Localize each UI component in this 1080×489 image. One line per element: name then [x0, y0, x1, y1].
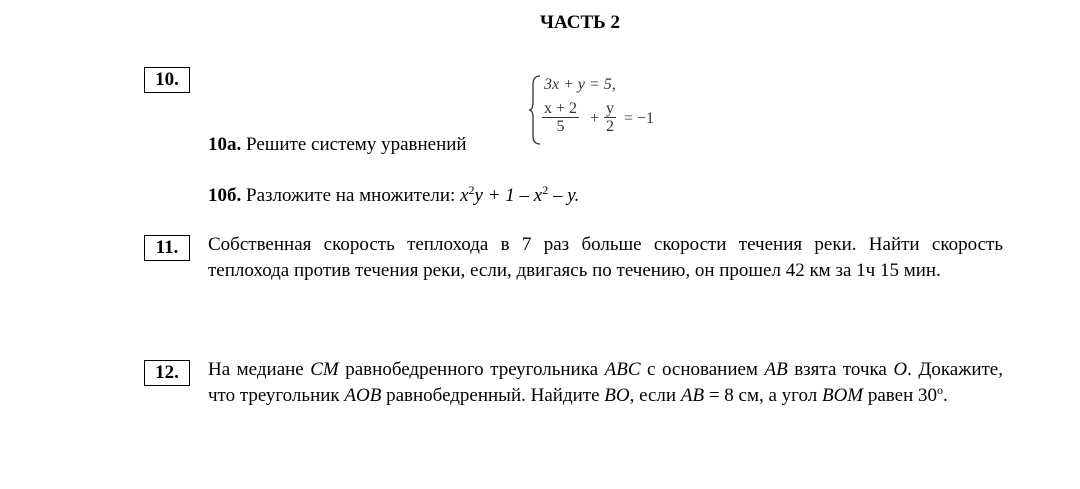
fraction-1 [542, 101, 579, 136]
task-10a-label: 10а. [208, 134, 242, 155]
task-number-11: 11. [144, 235, 190, 261]
equation-system [528, 74, 668, 146]
fraction-2 [604, 101, 616, 136]
fraction-2-denominator: 2 [606, 118, 614, 135]
brace-icon [528, 74, 542, 146]
plus-sign: + [590, 110, 600, 127]
task-10a [208, 132, 467, 158]
fraction-1-denominator: 5 [556, 118, 565, 135]
fraction-1-numerator: x + 2 [544, 100, 578, 117]
task-10b: 10б. Разложите на множители: $x^2y + 1 - x^2 - y$. [208, 183, 580, 206]
task-11-text: Собственная скорость теплохода в 7 раз больше скорости течения реки. Найти скорость теплохода против течения реки, если, двигаясь по течению, он прошел 42 км за 1ч 15 мин. [208, 234, 1003, 281]
equation-2-rhs: = −1 [624, 110, 655, 127]
fraction-2-numerator: y [606, 100, 614, 117]
task-number-12: 12. [144, 360, 190, 386]
section-title: ЧАСТЬ 2 [540, 12, 620, 33]
task-10b-text: Разложите на множители: [241, 185, 461, 206]
task-12-text: На медиане CM равнобедренного треугольника ABC с основанием AB взята точка O. Докажите, что треугольник AOB равнобедренный. Найдите BO, если AB = 8 см, а угол BOM равен 30$^o$. [208, 359, 1003, 406]
task-number-10: 10. [144, 67, 190, 93]
task-10b-label: 10б. [208, 185, 242, 206]
task-10a-text: Решите систему уравнений [241, 134, 467, 155]
equation-1: 3x + y = 5, [544, 76, 616, 93]
